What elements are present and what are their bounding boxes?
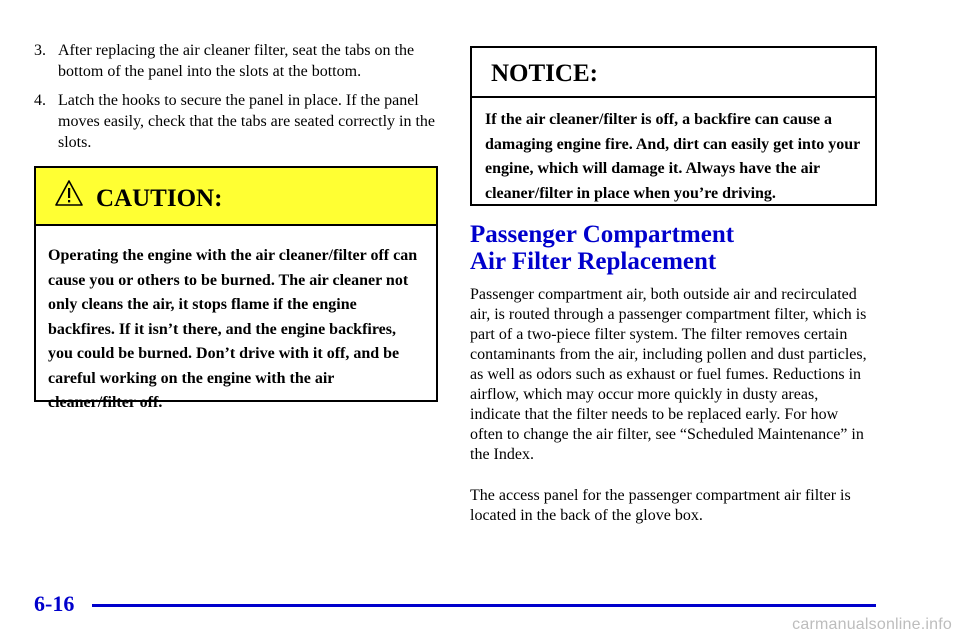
footer-divider — [92, 604, 876, 607]
step-text: After replacing the air cleaner filter, seat the tabs on the bottom of the panel into the slots at the bottom. — [58, 42, 415, 80]
section-heading-line: Passenger Compartment — [470, 221, 735, 248]
notice-text: If the air cleaner/filter is off, a backfire can cause a damaging engine fire. And, dirt can easily get into your engine, which will damage it. Always have the air cleaner/filter in place when you’re driving. — [485, 111, 860, 202]
section-heading — [470, 221, 890, 275]
body-paragraph: The access panel for the passenger compartment air filter is located in the back of the glove box. — [470, 487, 851, 524]
caution-text: Operating the engine with the air cleaner/filter off can cause you or others to be burned. The air cleaner not only cleans the air, it stops flame if the engine backfires. If it isn’t there, and the engine backfires, you could be burned. Don’t drive with it off, and be careful working on the engine with the air cleaner/filter off. — [48, 247, 418, 411]
caution-title: CAUTION: — [96, 185, 223, 212]
step-number: 4. — [34, 92, 46, 109]
caution-header — [36, 168, 436, 226]
notice-box — [470, 46, 877, 206]
step-number: 3. — [34, 42, 46, 59]
list-item — [34, 40, 444, 82]
steps-list — [34, 40, 444, 161]
page-number: 6-16 — [34, 591, 75, 616]
notice-title: NOTICE: — [491, 60, 598, 87]
watermark: carmanualsonline.info — [792, 616, 952, 633]
step-text: Latch the hooks to secure the panel in place. If the panel moves easily, check that the tabs are seated correctly in the slots. — [58, 92, 436, 151]
warning-triangle-icon — [54, 179, 84, 207]
list-item — [34, 90, 444, 153]
notice-header — [472, 48, 875, 98]
caution-box — [34, 166, 438, 411]
section-heading-line: Air Filter Replacement — [470, 248, 717, 275]
body-paragraph: Passenger compartment air, both outside air and recirculated air, is routed through a passenger compartment filter, which is part of a two-piece filter system. The filter removes certain contaminants from the air, including pollen and dust particles, as well as odors such as exhaust or fuel fumes. Reductions in airflow, which may occur more quickly in dusty areas, indicate that the filter needs to be replaced early. For how often to change the air filter, see “Scheduled Maintenance” in the Index. — [470, 286, 867, 463]
